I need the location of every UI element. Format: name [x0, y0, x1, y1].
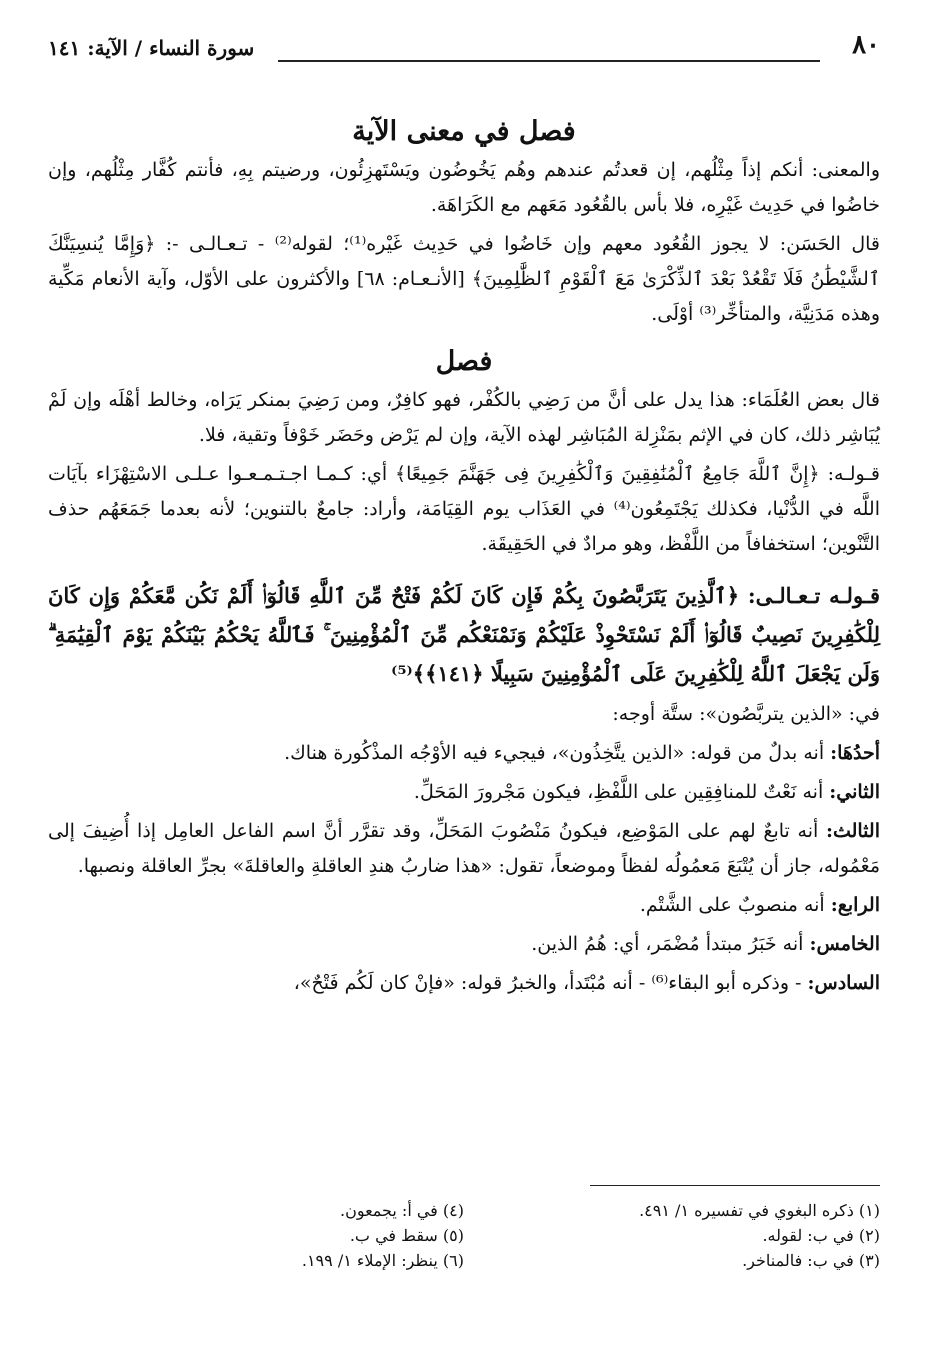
aspect-6-text: - وذكره أبو البقاء⁽⁶⁾ - أنه مُبْتَدأ، والخبرُ قوله: «فإنْ كان لَكُم فَتْحٌ»،	[293, 972, 808, 994]
main-text	[48, 110, 880, 1005]
aspect-5-label: الخامس:	[809, 933, 880, 955]
running-title: سورة النساء / الآية: ١٤١	[48, 36, 255, 60]
aspect-4	[48, 888, 880, 923]
paragraph-six-aspects: في: «الذين يتربَّصُون»: ستَّة أوجه:	[612, 703, 880, 725]
aspect-1-label: أحدُهَا:	[830, 742, 880, 764]
verse-141-block: قـولـه تـعـالـى: ﴿ٱلَّذِينَ يَتَرَبَّصُونَ بِكُمْ فَإِن كَانَ لَكُمْ فَتْحٌ مِّنَ ٱللَّهِ قَالُوٓا۟ أَلَمْ نَكُن مَّعَكُمْ وَإِن كَانَ لِلْكَٰفِرِينَ نَصِيبٌ قَالُوٓا۟ أَلَمْ نَسْتَحْوِذْ عَلَيْكُمْ وَنَمْنَعْكُم مِّنَ ٱلْمُؤْمِنِينَ ۚ فَٱللَّهُ يَحْكُمُ بَيْنَكُمْ يَوْمَ ٱلْقِيَٰمَةِ ۗ وَلَن يَجْعَلَ ٱللَّهُ لِلْكَٰفِرِينَ عَلَى ٱلْمُؤْمِنِينَ سَبِيلًا ﴿١٤١﴾﴾⁽⁵⁾	[48, 583, 880, 686]
footnote-5: (٥) سقط في ب.	[349, 1226, 464, 1245]
aspect-6	[48, 966, 880, 1001]
footnote-rule	[590, 1185, 880, 1186]
footnotes	[48, 1185, 880, 1273]
section-heading-meaning: فصل في معنى الآية	[352, 116, 576, 147]
aspect-4-text: أنه منصوبٌ على الشَّتْم.	[639, 894, 831, 916]
footnote-columns	[48, 1198, 880, 1273]
aspect-3	[48, 814, 880, 884]
paragraph-meaning: والمعنى: أنكم إذاً مِثْلُهم، إن قعدتُم عندهم وهُم يَخُوضُون ويَسْتَهزِئُون، ورضيتم بِهِ، فأنتم كُفَّار مِثْلُهم، وإن خاضُوا في حَدِيث غَيْرِه، فلا بأس بالقُعُود مَعَهم مع الكَرَاهَة.	[48, 159, 880, 216]
footnote-column-left	[48, 1198, 464, 1273]
aspect-4-label: الرابع:	[830, 894, 880, 916]
aspect-2-label: الثاني:	[829, 781, 880, 803]
footnote-2: (٢) في ب: لقوله.	[762, 1226, 880, 1245]
footnote-column-right	[464, 1198, 880, 1273]
aspect-5-text: أنه خَبَرُ مبتدأ مُضْمَر، أي: هُمُ الذين.	[531, 933, 810, 955]
aspect-3-label: الثالث:	[825, 820, 880, 842]
paragraph-hasan: قال الحَسَن: لا يجوز القُعُود معهم وإن خَاضُوا في حَدِيث غَيْره⁽¹⁾؛ لقوله⁽²⁾ - تـعـالـى -: ﴿وَإِمَّا يُنسِيَنَّكَ ٱلشَّيْطَٰنُ فَلَا تَقْعُدْ بَعْدَ ٱلذِّكْرَىٰ مَعَ ٱلْقَوْمِ ٱلظَّٰلِمِينَ﴾ [الأنـعـام: ٦٨] والأكثرون على الأوّل، وآية الأنعام مَكِّية وهذه مَدَنِيَّة، والمتأخِّر⁽³⁾ أوْلَى.	[48, 233, 880, 325]
header-rule	[278, 60, 820, 62]
section-heading-fasl: فصل	[435, 346, 493, 377]
aspect-1	[48, 736, 880, 771]
aspect-2	[48, 775, 880, 810]
aspect-5	[48, 927, 880, 962]
footnote-3: (٣) في ب: فالمناخر.	[742, 1251, 880, 1270]
aspect-6-label: السادس:	[807, 972, 880, 994]
footnote-4: (٤) في أ: يجمعون.	[339, 1201, 464, 1220]
paragraph-scholars: قال بعض العُلَمَاء: هذا يدل على أنَّ من رَضِي بالكُفْر، فهو كافِرٌ، ومن رَضِيَ بمنكر يَرَاه، وخالط أهْلَه وإن لَمْ يُبَاشِر ذلك، كان في الإثم بمَنْزِلة المُبَاشِر لهذه الآية، وإن لم يَرْض وحَضَر خَوْفاً وتقية، فلا.	[48, 389, 880, 446]
aspect-2-text: أنه نَعْتٌ للمنافِقِين على اللَّفْظِ، فيكون مَجْرورَ المَحَلِّ.	[413, 781, 830, 803]
paragraph-jami: قـولـه: ﴿إِنَّ ٱللَّهَ جَامِعُ ٱلْمُنَٰفِقِينَ وَٱلْكَٰفِرِينَ فِى جَهَنَّمَ جَمِيعًا﴾ أي: كـمـا اجـتـمـعـوا عـلـى الاسْتِهْزَاء بآيَات اللَّه في الدُّنْيا، فكذلك يَجْتَمِعُون⁽⁴⁾ في العَذَاب يوم القِيَامَة، وأراد: جامعٌ بالتنوين؛ لأنه بعدما جَمَعَهُم حذف التَّنْوين؛ استخفافاً من اللَّفْظ، وهو مرادٌ في الحَقِيقَة.	[48, 463, 880, 555]
aspect-1-text: أنه بدلٌ من قوله: «الذين يتَّخِذُون»، فيجيء فيه الأوْجُه المذْكُورة هناك.	[284, 742, 831, 764]
aspect-3-text: أنه تابعٌ لهم على المَوْضِع، فيكونُ مَنْصُوبَ المَحَلِّ، وقد تقرَّر أنَّ اسم الفاعل العامِل إذا أُضِيفَ إلى مَعْمُوله، جاز أن يُتْبَعَ مَعمُولُه لفظاً وموضعاً، تقول: «هذا ضاربُ هندِ العاقلةِ والعاقلةَ» بجرِّ العاقلة ونصبها.	[48, 820, 880, 877]
footnote-6: (٦) ينظر: الإملاء ١/ ١٩٩.	[301, 1251, 464, 1270]
page-number: ٨٠	[852, 30, 880, 60]
running-header	[48, 30, 880, 70]
footnote-1: (١) ذكره البغوي في تفسيره ١/ ٤٩١.	[639, 1201, 880, 1220]
